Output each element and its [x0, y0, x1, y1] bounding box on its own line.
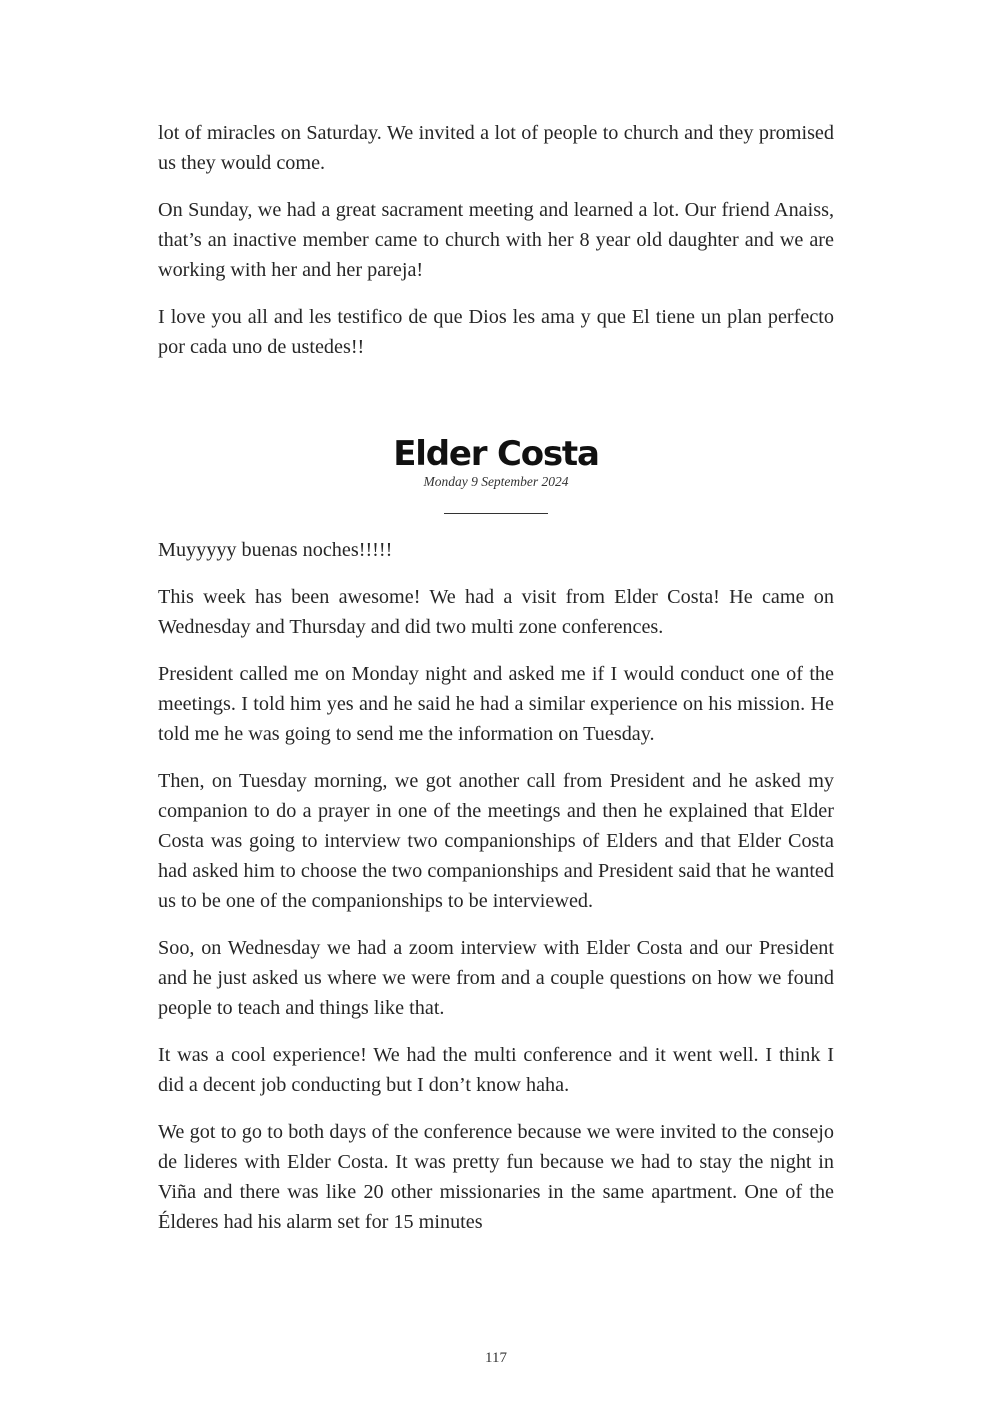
section-header — [158, 434, 834, 514]
page-body — [158, 118, 834, 1254]
paragraph: This week has been awesome! We had a visit from Elder Costa! He came on Wednesday and Thursday and did two multi zone conferences. — [158, 586, 834, 638]
section-title: Elder Costa — [393, 434, 599, 474]
paragraph: Muyyyyy buenas noches!!!!! — [158, 539, 393, 561]
paragraph: We got to go to both days of the conference because we were invited to the consejo de lideres with Elder Costa. It was pretty fun because we had to stay the night in Viña and there was like 20 other missionaries in the same apartment. One of the Élderes had his alarm set for 15 minutes — [158, 1121, 834, 1233]
page-number: 117 — [485, 1350, 507, 1366]
paragraph: President called me on Monday night and asked me if I would conduct one of the meetings. I told him yes and he said he had a similar experience on his mission. He told me he was going to send me the information on Tuesday. — [158, 663, 834, 745]
paragraph: I love you all and les testifico de que Dios les ama y que El tiene un plan perfecto por cada uno de ustedes!! — [158, 306, 834, 358]
paragraph: lot of miracles on Saturday. We invited a lot of people to church and they promised us they would come. — [158, 122, 834, 174]
section-date: Monday 9 September 2024 — [423, 474, 569, 489]
paragraph: On Sunday, we had a great sacrament meeting and learned a lot. Our friend Anaiss, that’s an inactive member came to church with her 8 year old daughter and we are working with her and her pareja! — [158, 199, 834, 281]
paragraph: It was a cool experience! We had the multi conference and it went well. I think I did a decent job conducting but I don’t know haha. — [158, 1044, 834, 1096]
divider — [444, 513, 548, 514]
paragraph: Then, on Tuesday morning, we got another call from President and he asked my companion to do a prayer in one of the meetings and then he explained that Elder Costa was going to interview two companionships of Elders and that Elder Costa had asked him to choose the two companionships and President said that he wanted us to be one of the companionships to be interviewed. — [158, 770, 834, 912]
paragraph: Soo, on Wednesday we had a zoom interview with Elder Costa and our President and he just asked us where we were from and a couple questions on how we found people to teach and things like that. — [158, 937, 834, 1019]
